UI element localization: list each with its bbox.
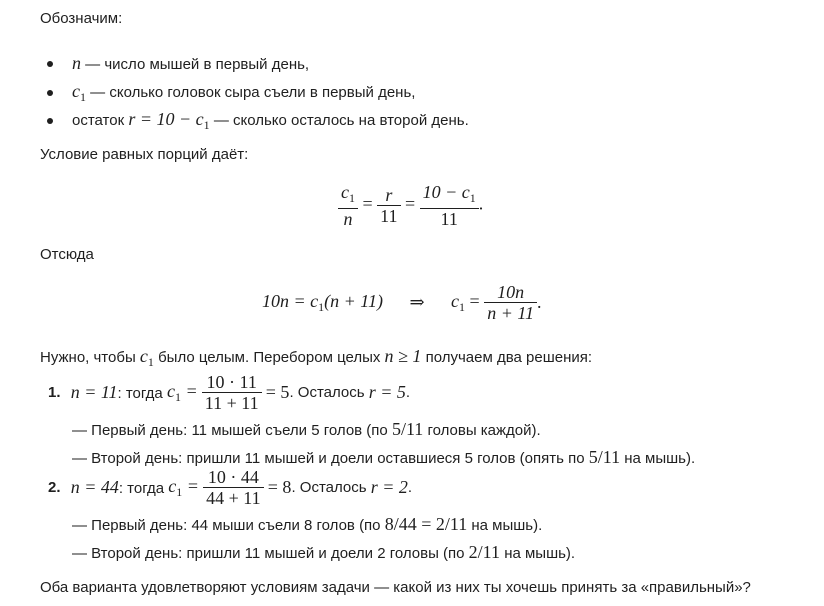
bullet-dot (47, 61, 53, 67)
equation-c1: $10n = c_1(n + 11)$ ⇒ $c_1$ = $\frac{10n}{n + 11}$ . (262, 282, 542, 323)
fraction-10n-n11: $\frac{10n}{n + 11}$ (484, 282, 537, 323)
fraction-c1-n: $\frac{c_1}{n}$ (338, 182, 358, 229)
bullet-item-r (72, 109, 469, 133)
solution-1-day-2: — Второй день: пришли 11 мышей и доели оставшиеся 5 голов (опять по 5/11 на мышь). (72, 447, 696, 467)
solution-2-day-2: — Второй день: пришли 11 мышей и доели 2 головы (по 2/11 на мышь). (72, 542, 576, 562)
bullet-item-c1 (72, 81, 415, 105)
bullet-text: — сколько осталось на второй день. (213, 112, 469, 129)
fraction-10-c1-11: $\frac{10 - c_1}{11}$ (420, 182, 479, 229)
bullet-dot (47, 118, 53, 124)
hence-text: Отсюда (40, 246, 94, 263)
bullet-text: — сколько головок сыра съели в первый день, (90, 84, 416, 101)
bullet-dot (47, 90, 53, 96)
bullet-item-n (72, 53, 309, 74)
fraction-solution-2: $\frac{10 \cdot 44}{44 + 11}$ (203, 467, 263, 508)
fraction-solution-1: $\frac{10 \cdot 11}{11 + 11}$ (202, 372, 262, 413)
fraction-r-11: $\frac{r}{11}$ (377, 185, 400, 226)
solution-1-day-1: — Первый день: 11 мышей съели 5 голов (по 5/11 головы каждой). (72, 419, 541, 439)
solution-2: 2. n = 44: тогда $c_1$ = $\frac{10 \cdot 44}{44 + 11}$ = 8. Осталось r = 2. (48, 467, 413, 508)
bullet-text: — число мышей в первый день, (85, 56, 310, 73)
solution-1: 1. n = 11: тогда $c_1$ = $\frac{10 \cdot 11}{11 + 11}$ = 5. Осталось r = 5. (48, 372, 411, 413)
bullet-prefix: остаток (72, 112, 125, 129)
equation-portions: $\frac{c_1}{n}$ = $\frac{r}{11}$ = $\frac{10 - c_1}{11}$ . (338, 182, 483, 229)
intro-text: Обозначим: (40, 10, 123, 27)
solution-2-day-1: — Первый день: 44 мыши съели 8 голов (по 8/44 = 2/11 на мышь). (72, 514, 543, 534)
math-var: n (72, 53, 81, 73)
math-formula: $r = 10 - c_1$ (128, 109, 210, 132)
math-var: $c_1$ (72, 81, 86, 104)
equal-portions-text: Условие равных порций даёт: (40, 146, 249, 163)
closing-question: Оба варианта удовлетворяют условиям задачи — какой из них ты хочешь принять за «правильный»? (40, 579, 751, 596)
integer-condition-text: Нужно, чтобы $c_1$ было целым. Перебором целых n ≥ 1 получаем два решения: (40, 346, 593, 369)
